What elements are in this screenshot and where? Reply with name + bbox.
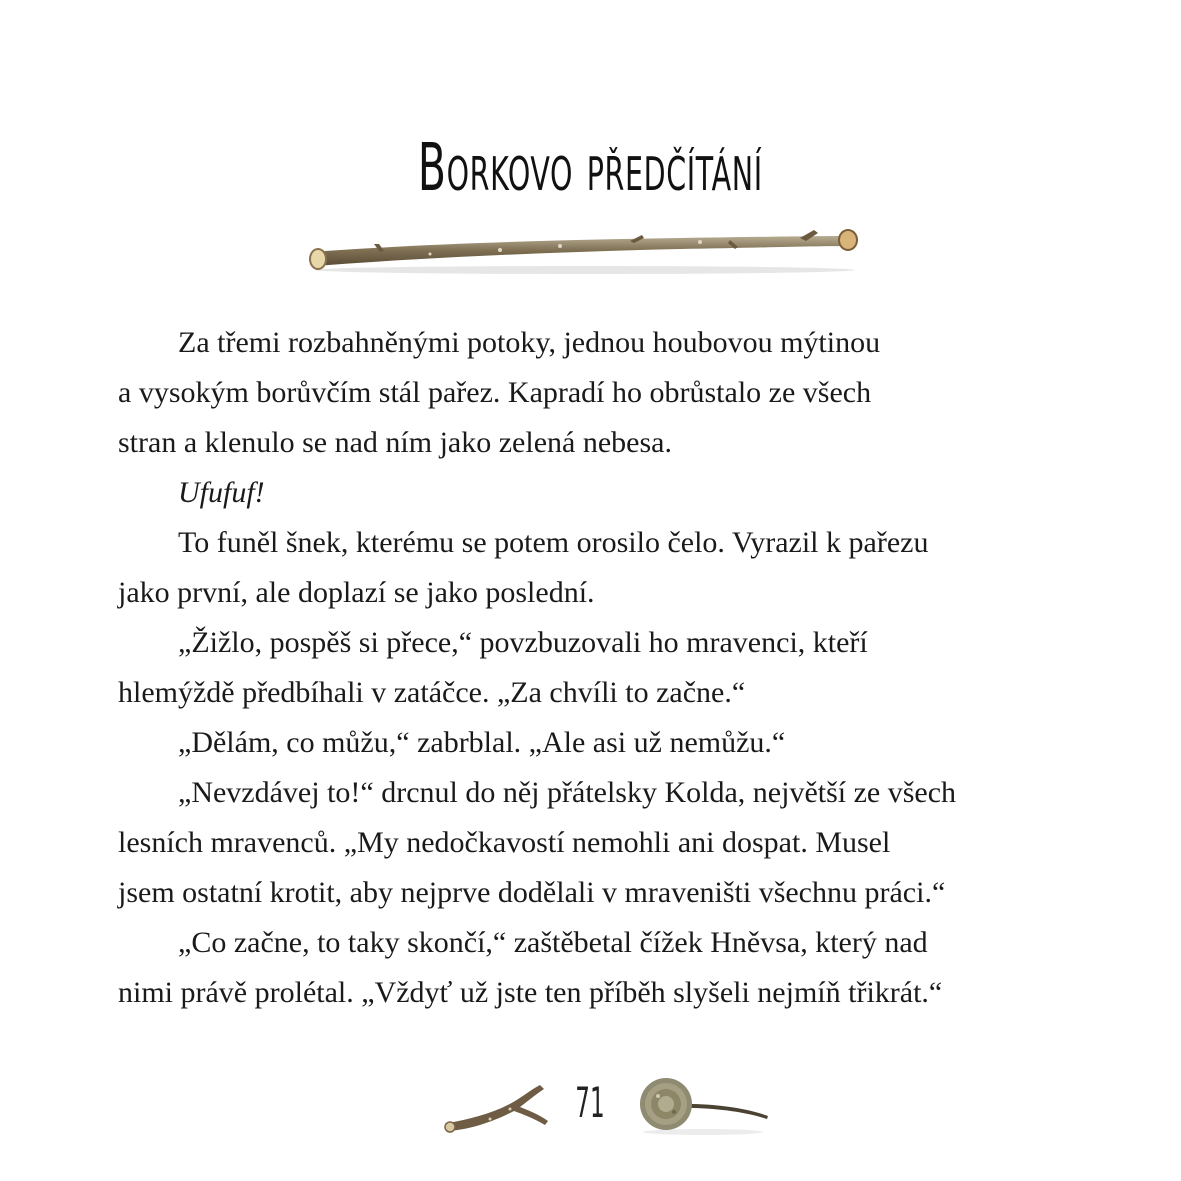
text-line: nimi právě prolétal. „Vždyť už jste ten příběh slyšeli nejmíň třikrát.“ [118,976,943,1009]
text-line: „Co začne, to taky skončí,“ zaštěbetal čížek Hněvsa, který nad [178,926,928,959]
text-line: „Nevzdávej to!“ drcnul do něj přátelsky Kolda, největší ze všech [178,776,957,809]
paragraph [118,318,1048,468]
text-line: lesních mravenců. „My nedočkavostí nemohli ani dospat. Musel [118,826,891,859]
text-line: a vysokým borůvčím stál pařez. Kapradí ho obrůstalo ze všech [118,376,872,409]
paragraph [148,468,1048,518]
text-line: „Žižlo, pospěš si přece,“ povzbuzovali ho mravenci, kteří [178,626,868,659]
text-line: To funěl šnek, kterému se potem orosilo čelo. Vyrazil k pařezu [178,526,929,559]
paragraph [118,768,1048,918]
chapter-title: Borkovo předčítání [417,129,763,206]
stick-divider-icon [300,224,870,276]
page-number: 71 [575,1078,605,1127]
paragraph [118,618,1048,718]
acorn-icon [636,1072,770,1138]
paragraph [148,718,1048,768]
twig-icon [440,1075,550,1145]
text-line: „Dělám, co můžu,“ zabrblal. „Ale asi už nemůžu.“ [178,726,786,759]
text-line: Ufufuf! [178,476,265,509]
text-line: hlemýždě předbíhali v zatáčce. „Za chvíli to začne.“ [118,676,746,709]
paragraph [118,518,1048,618]
text-line: stran a klenulo se nad ním jako zelená nebesa. [118,426,672,459]
text-line: Za třemi rozbahněnými potoky, jednou houbovou mýtinou [178,326,881,359]
text-line: jako první, ale doplazí se jako poslední. [118,576,595,609]
text-line: jsem ostatní krotit, aby nejprve dodělali v mraveništi všechnu práci.“ [118,876,946,909]
paragraph [118,918,1048,1018]
story-text [118,318,1048,1018]
